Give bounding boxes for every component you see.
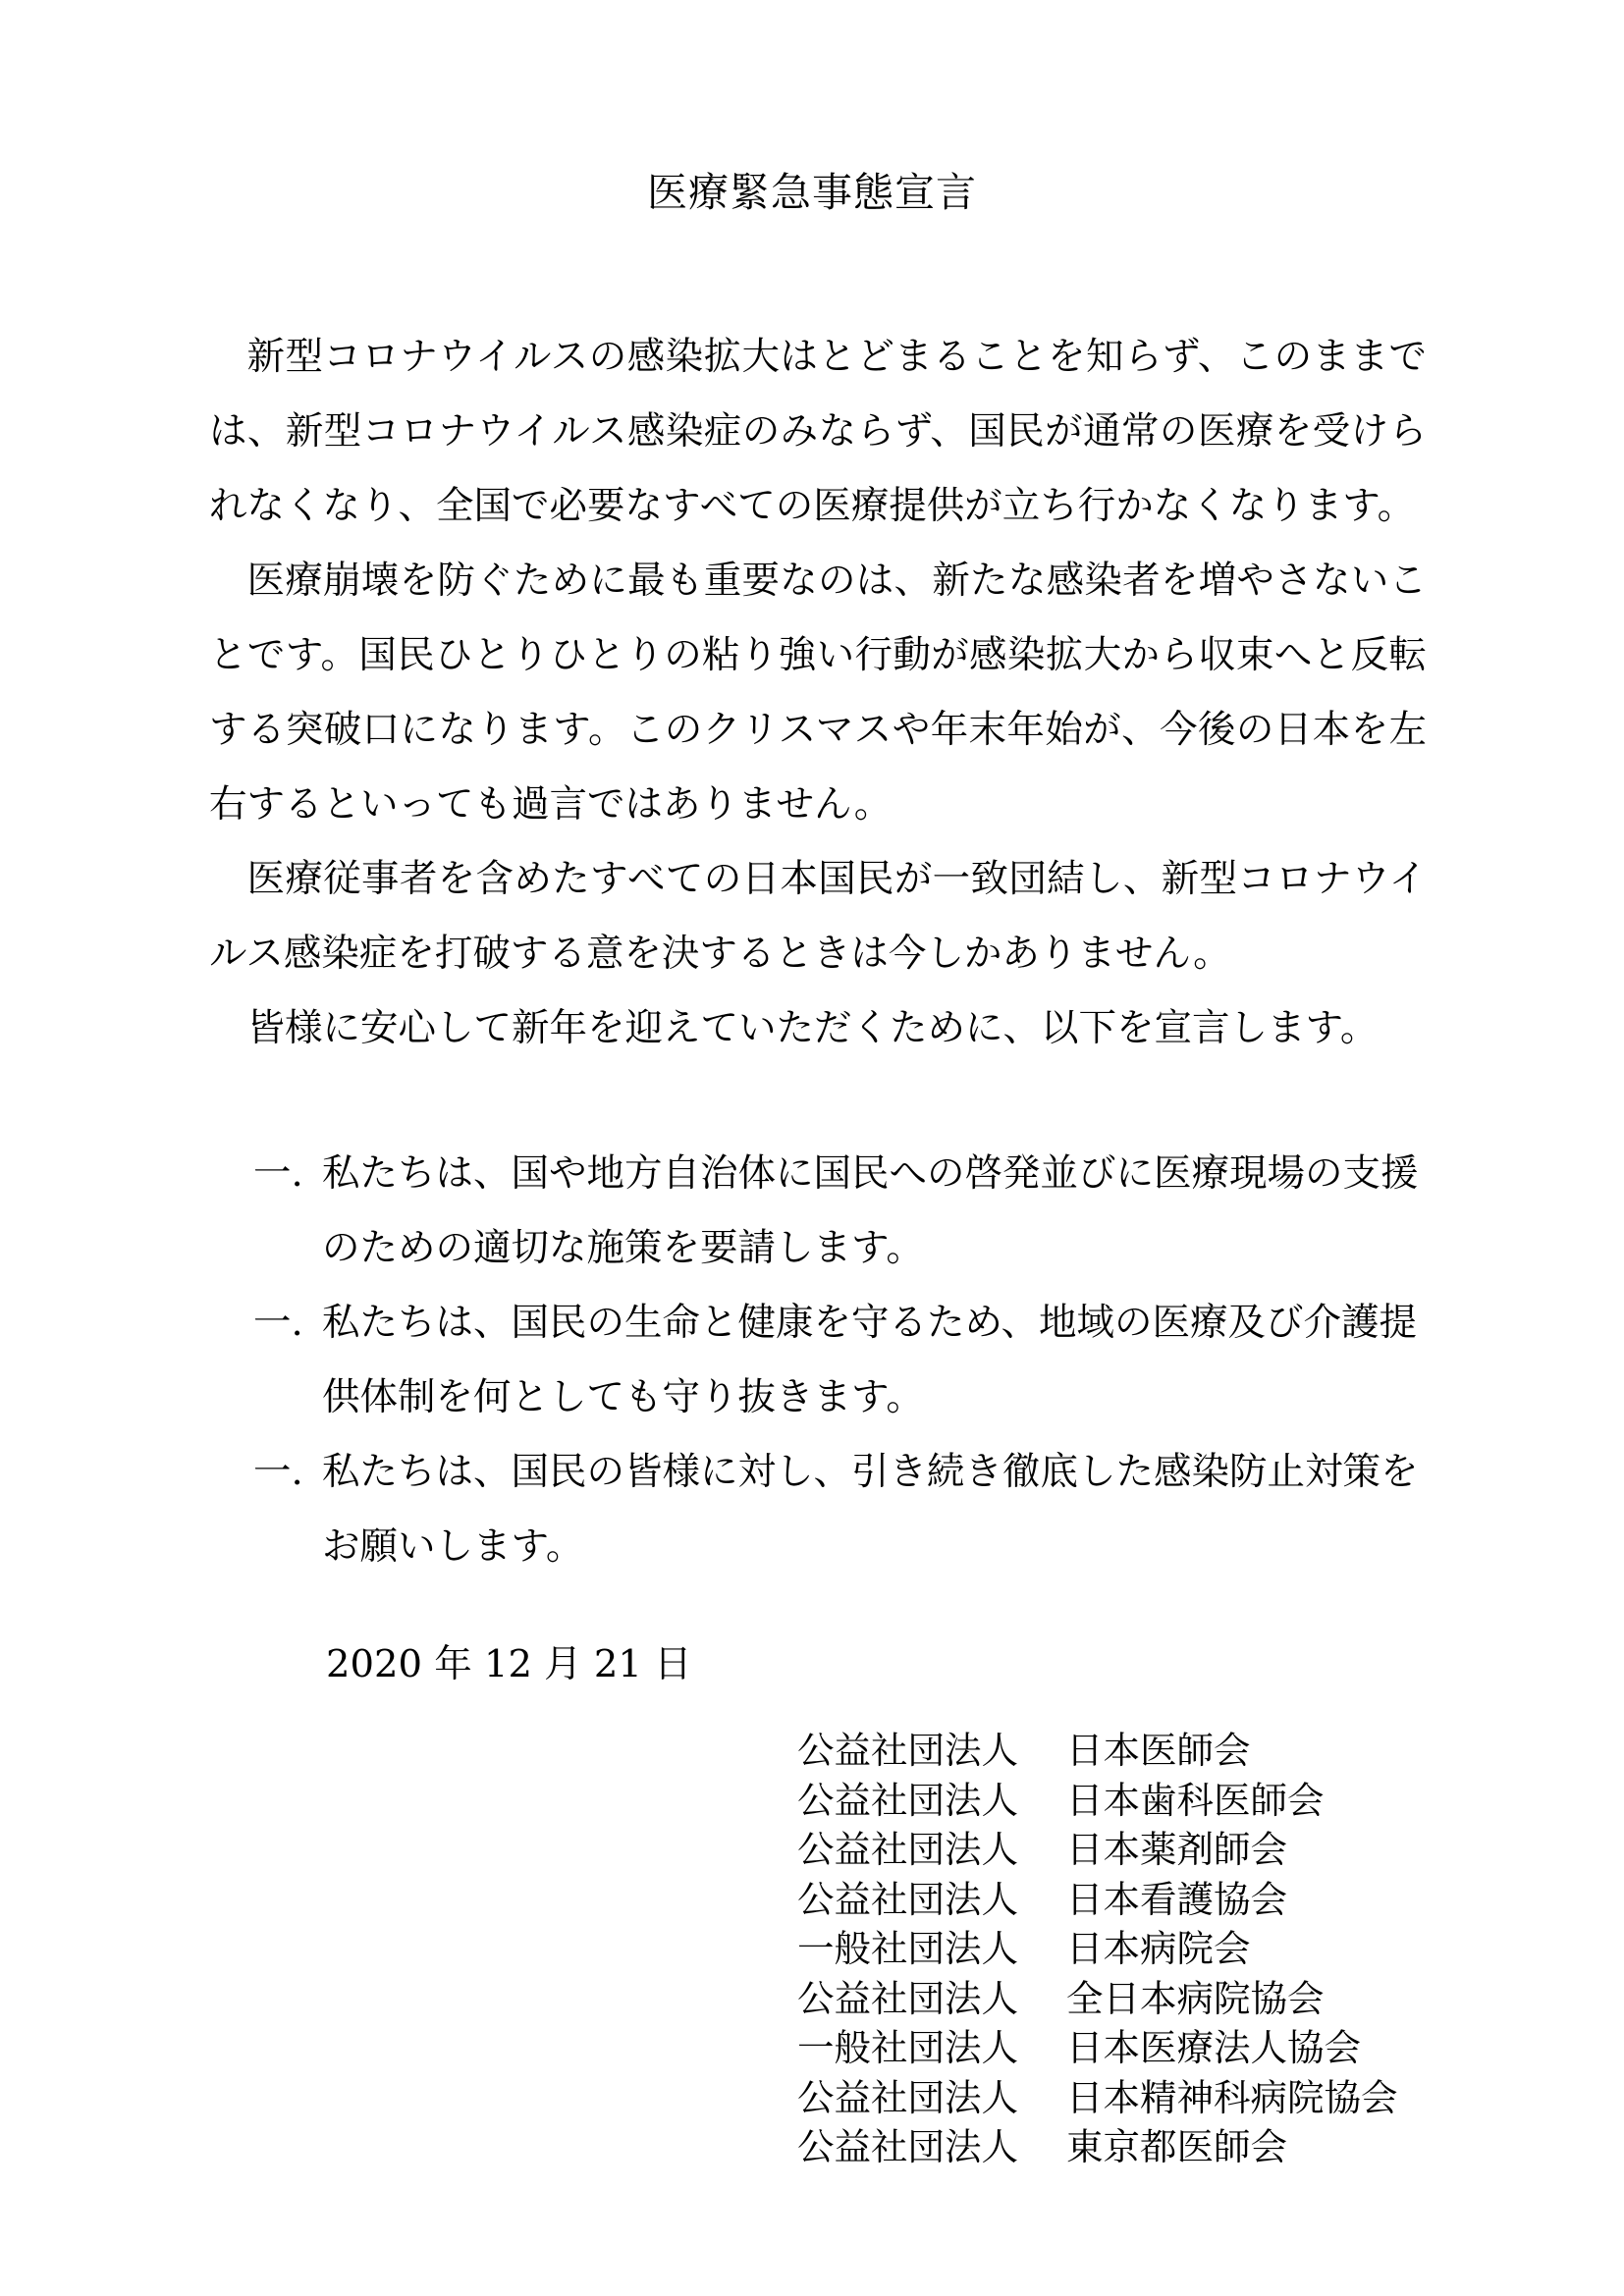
signatory xyxy=(797,1875,1398,1925)
declaration-text: 私たちは、国民の皆様に対し、引き続き徹底した感染防止対策をお願いします。 xyxy=(322,1450,1419,1569)
document-title: 医療緊急事態宣言 xyxy=(647,169,977,216)
signatory-name: 全日本病院協会 xyxy=(1066,1976,1325,2020)
signatory-name: 日本医師会 xyxy=(1066,1729,1251,1772)
signatory-name: 日本歯科医師会 xyxy=(1066,1778,1325,1822)
signatory-type: 公益社団法人 xyxy=(797,2075,1018,2119)
signatory-name: 東京都医師会 xyxy=(1066,2125,1287,2168)
signatory-name: 日本病院会 xyxy=(1066,1927,1251,1970)
signatory-type: 公益社団法人 xyxy=(797,1729,1018,1772)
signatory xyxy=(797,2122,1398,2172)
signatory-name: 日本薬剤師会 xyxy=(1066,1828,1287,1871)
declaration-item xyxy=(253,1137,1432,1286)
paragraph: 皆様に安心して新年を迎えていただくために、以下を宣言します。 xyxy=(246,1006,1379,1050)
declaration-item xyxy=(253,1435,1432,1584)
signatory-type: 公益社団法人 xyxy=(797,1976,1018,2020)
signatory xyxy=(797,1726,1398,1776)
document-date: 2020 年 12 月 21 日 xyxy=(326,1642,692,1686)
signatory-list xyxy=(797,1726,1398,2172)
signatory-type: 公益社団法人 xyxy=(797,1877,1018,1921)
signatory-type: 公益社団法人 xyxy=(797,1778,1018,1822)
signatory-type: 公益社団法人 xyxy=(797,1828,1018,1871)
signatory-type: 一般社団法人 xyxy=(797,2026,1018,2069)
signatory-name: 日本看護協会 xyxy=(1066,1877,1287,1921)
signatory-name: 日本医療法人協会 xyxy=(1066,2026,1361,2069)
declaration-list xyxy=(253,1137,1432,1584)
signatory xyxy=(797,1974,1398,2024)
declaration-text: 私たちは、国や地方自治体に国民への啓発並びに医療現場の支援のための適切な施策を要請します。 xyxy=(322,1151,1419,1270)
declaration-mark: 一. xyxy=(253,1301,303,1345)
signatory xyxy=(797,1776,1398,1826)
signatory-type: 一般社団法人 xyxy=(797,1927,1018,1970)
signatory-type: 公益社団法人 xyxy=(797,2125,1018,2168)
declaration-text: 私たちは、国民の生命と健康を守るため、地域の医療及び介護提供体制を何としても守り抜きます。 xyxy=(322,1301,1417,1419)
body-text xyxy=(209,320,1427,1066)
declaration-mark: 一. xyxy=(253,1151,303,1196)
paragraph: 医療従事者を含めたすべての日本国民が一致団結し、新型コロナウイルス感染症を打破する意を決するときは今しかありません。 xyxy=(209,857,1427,976)
signatory-name: 日本精神科病院協会 xyxy=(1066,2075,1398,2119)
paragraph: 新型コロナウイルスの感染拡大はとどまることを知らず、このままでは、新型コロナウイルス感染症のみならず、国民が通常の医療を受けられなくなり、全国で必要なすべての医療提供が立ち行かなくなります。 xyxy=(209,335,1427,528)
declaration-mark: 一. xyxy=(253,1450,303,1494)
paragraph: 医療崩壊を防ぐために最も重要なのは、新たな感染者を増やさないことです。国民ひとりひとりの粘り強い行動が感染拡大から収束へと反転する突破口になります。このクリスマスや年末年始が、今後の日本を左右するといっても過言ではありません。 xyxy=(209,559,1427,827)
signatory xyxy=(797,1825,1398,1875)
signatory xyxy=(797,2073,1398,2123)
signatory xyxy=(797,2023,1398,2073)
declaration-item xyxy=(253,1286,1432,1435)
signatory xyxy=(797,1924,1398,1974)
